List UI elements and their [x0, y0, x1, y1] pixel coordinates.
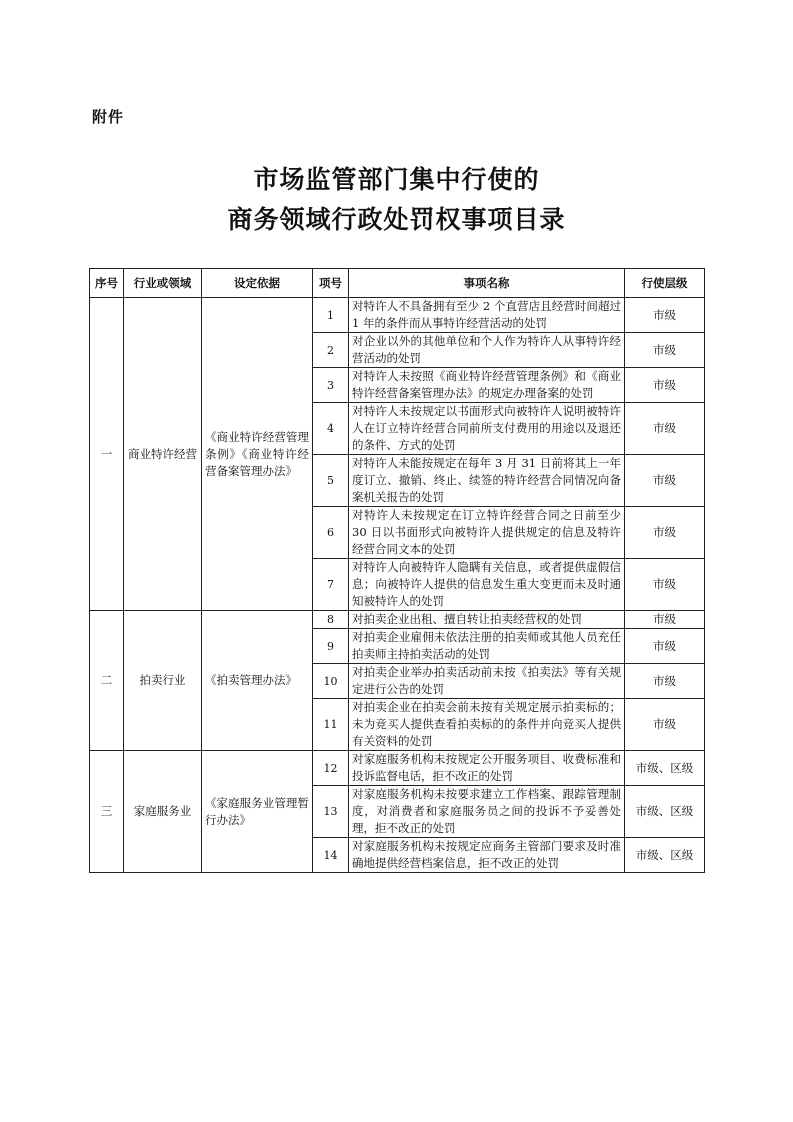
page-title-line1: 市场监管部门集中行使的 — [253, 165, 540, 194]
table-row — [90, 751, 705, 786]
table-row — [90, 611, 705, 629]
item-level-cell: 市级 — [625, 368, 705, 403]
item-name-cell: 对特许人向被特许人隐瞒有关信息，或者提供虚假信息；向被特许人提供的信息发生重大变更而未及时通知被特许人的处罚 — [349, 559, 625, 611]
item-name-cell: 对特许人未按规定以书面形式向被特许人说明被特许人在订立特许经营合同前所支付费用的用途以及退还的条件、方式的处罚 — [349, 403, 625, 455]
item-name-cell: 对特许人不具备拥有至少 2 个直营店且经营时间超过 1 年的条件而从事特许经营活动的处罚 — [349, 298, 625, 333]
item-level-cell: 市级 — [625, 664, 705, 699]
item-number-cell: 14 — [313, 838, 349, 873]
penalty-items-table — [89, 268, 705, 873]
attachment-label: 附件 — [92, 108, 125, 126]
item-number-cell: 9 — [313, 629, 349, 664]
item-name-cell: 对拍卖企业举办拍卖活动前未按《拍卖法》等有关规定进行公告的处罚 — [349, 664, 625, 699]
item-number-cell: 10 — [313, 664, 349, 699]
column-header-item-name: 事项名称 — [349, 269, 625, 298]
column-header-seq: 序号 — [90, 269, 124, 298]
item-name-cell: 对拍卖企业出租、擅自转让拍卖经营权的处罚 — [349, 611, 625, 629]
item-level-cell: 市级 — [625, 403, 705, 455]
item-name-cell: 对拍卖企业在拍卖会前未按有关规定展示拍卖标的；未为竞买人提供查看拍卖标的的条件并向竞买人提供有关资料的处罚 — [349, 699, 625, 751]
column-header-basis: 设定依据 — [202, 269, 313, 298]
item-level-cell: 市级、区级 — [625, 751, 705, 786]
item-number-cell: 4 — [313, 403, 349, 455]
item-level-cell: 市级 — [625, 455, 705, 507]
item-name-cell: 对家庭服务机构未按规定公开服务项目、收费标准和投诉监督电话，拒不改正的处罚 — [349, 751, 625, 786]
group-industry-cell: 家庭服务业 — [124, 751, 202, 873]
item-number-cell: 2 — [313, 333, 349, 368]
item-level-cell: 市级 — [625, 333, 705, 368]
group-basis-cell: 《商业特许经营管理条例》《商业特许经营备案管理办法》 — [202, 298, 313, 611]
item-level-cell: 市级、区级 — [625, 786, 705, 838]
item-name-cell: 对特许人未按照《商业特许经营管理条例》和《商业特许经营备案管理办法》的规定办理备案的处罚 — [349, 368, 625, 403]
item-name-cell: 对特许人未按规定在订立特许经营合同之日前至少 30 日以书面形式向被特许人提供规定的信息及特许经营合同文本的处罚 — [349, 507, 625, 559]
item-number-cell: 6 — [313, 507, 349, 559]
item-name-cell: 对企业以外的其他单位和个人作为特许人从事特许经营活动的处罚 — [349, 333, 625, 368]
group-seq-cell: 三 — [90, 751, 124, 873]
group-seq-cell: 一 — [90, 298, 124, 611]
item-level-cell: 市级 — [625, 298, 705, 333]
item-number-cell: 7 — [313, 559, 349, 611]
item-level-cell: 市级 — [625, 559, 705, 611]
item-name-cell: 对拍卖企业雇佣未依法注册的拍卖师或其他人员充任拍卖师主持拍卖活动的处罚 — [349, 629, 625, 664]
item-number-cell: 11 — [313, 699, 349, 751]
item-name-cell: 对家庭服务机构未按规定应商务主管部门要求及时准确地提供经营档案信息，拒不改正的处罚 — [349, 838, 625, 873]
group-industry-cell: 拍卖行业 — [124, 611, 202, 751]
item-number-cell: 3 — [313, 368, 349, 403]
group-industry-cell: 商业特许经营 — [124, 298, 202, 611]
item-level-cell: 市级 — [625, 507, 705, 559]
item-name-cell: 对家庭服务机构未按要求建立工作档案、跟踪管理制度，对消费者和家庭服务员之间的投诉不予妥善处理，拒不改正的处罚 — [349, 786, 625, 838]
item-number-cell: 13 — [313, 786, 349, 838]
item-name-cell: 对特许人未能按规定在每年 3 月 31 日前将其上一年度订立、撤销、终止、续签的特许经营合同情况向备案机关报告的处罚 — [349, 455, 625, 507]
item-level-cell: 市级 — [625, 699, 705, 751]
item-level-cell: 市级 — [625, 611, 705, 629]
column-header-level: 行使层级 — [625, 269, 705, 298]
page-title-line2: 商务领域行政处罚权事项目录 — [227, 205, 566, 234]
group-seq-cell: 二 — [90, 611, 124, 751]
item-number-cell: 1 — [313, 298, 349, 333]
item-level-cell: 市级 — [625, 629, 705, 664]
item-number-cell: 12 — [313, 751, 349, 786]
item-number-cell: 8 — [313, 611, 349, 629]
table-header-row — [90, 269, 705, 298]
item-level-cell: 市级、区级 — [625, 838, 705, 873]
table-row — [90, 298, 705, 333]
column-header-item-no: 项号 — [313, 269, 349, 298]
item-number-cell: 5 — [313, 455, 349, 507]
group-basis-cell: 《拍卖管理办法》 — [202, 611, 313, 751]
column-header-industry: 行业或领域 — [124, 269, 202, 298]
group-basis-cell: 《家庭服务业管理暂行办法》 — [202, 751, 313, 873]
